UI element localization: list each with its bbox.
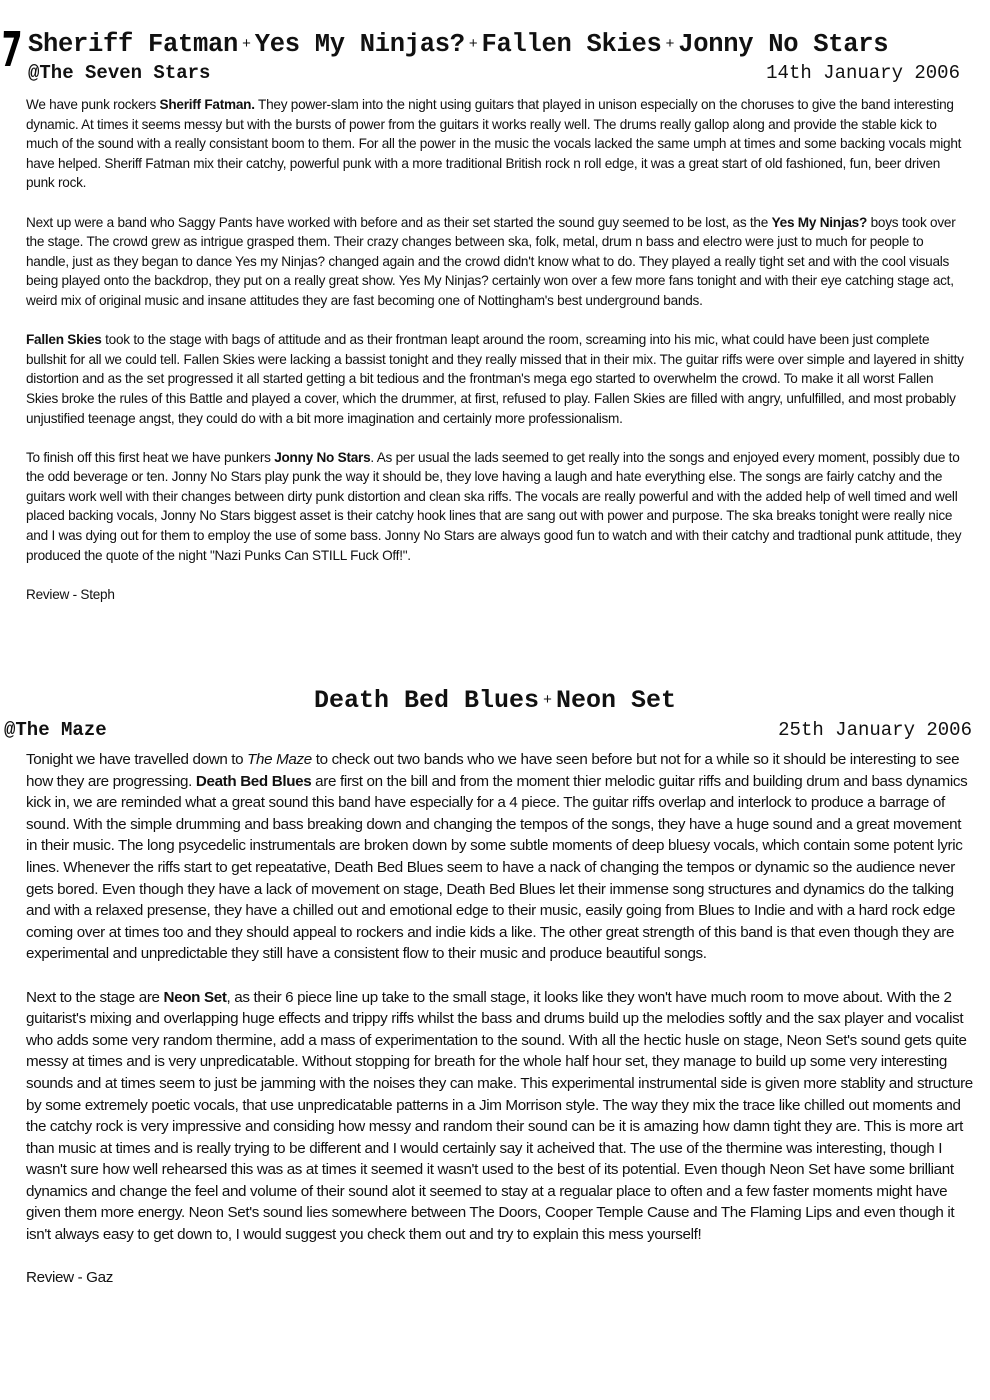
review1-band-4: Jonny No Stars (678, 30, 889, 59)
review1-body (26, 95, 966, 624)
paragraph-text: Tonight we have travelled down to (26, 751, 248, 768)
paragraph-text: boys took over the stage. The crowd grew as intrigue grasped them. Their crazy changes between ska, folk, metal, drum n bass and electro were just to much for people to handle, just as they began to dance Yes my Ninjas? changed again and the crowd didn't know what to do. They played a really tight set and with the cool visuals being played onto the backdrop, they put on a really great show. Yes My Ninjas? certainly won over a few more fans tonight and with their eye catching stage act, weird mix of original music and insane attitudes they are fast becoming one of Nottingham's best underground bands. (26, 214, 956, 308)
review1-band-2: Yes My Ninjas? (254, 30, 465, 59)
review1-paragraph (26, 213, 966, 311)
paragraph-text: To finish off this first heat we have punkers (26, 449, 275, 465)
review2-body (26, 749, 976, 1310)
paragraph-text: to check out two bands who we have seen before but not for a while so it should be interesting to see how they are progressing. (26, 751, 960, 790)
review1-paragraph (26, 448, 966, 566)
band-name: Fallen Skies (26, 332, 102, 348)
paragraph-text: Next up were a band who Saggy Pants have worked with before and as their set started the sound guy seemed to be lost, as the (26, 214, 772, 230)
paragraph-text: took to the stage with bags of attitude and as their frontman leapt around the room, screaming into his mic, what could have been just complete bullshit for all we could tell. Fallen Skies were lacking a bassist tonight and they really missed that in their mix. The guitar riffs were over simple and layered in shitty distortion and as the set progressed it all started getting a bit tedious and the frontman's mega ego started to overwhelm the crowd. To make it all worst Fallen Skies broke the rules of this Battle and played a cover, which the drummer, at first, refused to play. Fallen Skies are filled with angry, unfulfilled, and most probably unjustified teenage angst, they could do with a bit more imagination and certainly more professionalism. (26, 332, 964, 426)
paragraph-text: are first on the bill and from the moment thier melodic guitar riffs and building drum and bass dynamics kick in, we are reminded what a great sound this band have especially for a 4 piece. The guitar riffs overlap and interlock to produce a barrage of sound. With the simple drumming and bass breaking down and changing the tempos of the songs, they have a huge sound and a great movement in their music. The long psycedelic instrumentals are broken down by some subtle moments of deep bluesy vocals, which contain some potent lyric lines. Whenever the riffs start to get repeatative, Death Bed Blues seem to have a nack of changing the tempos or dynamic so the audience never gets bored. Even though they have a lack of movement on stage, Death Bed Blues let their immense song structures and dynamics do the talking and with a relaxed presense, they have a chilled out and emotional edge to their music, easily going from Blues to Indie and with a hard rock edge coming over at times too and they should appeal to rockers and indie kids a like. The other great strength of this band is that even though they are experimental and unpredictable they still have a consistent flow to their music and produce beautiful songs. (26, 772, 968, 963)
paragraph-text: , as their 6 piece line up take to the small stage, it looks like they won't have much room to move about. With the 2 guitarist's mixing and overlapping huge effects and trippy riffs whilst the bass and drums build up the melodies softly and the sax player and vocalist who adds some very random thermine, add a mass of experimentation to the sound. With all the hectic husle on stage, Neon Set's sound gets quite messy at times and is very unpredicatable. Without stopping for breath for the whole half hour set, they manage to build up some very interesting sounds and at times seem to just be jamming with the noises they can make. This experimental instrumental side is given more stablity and structure by some extremely poetic vocals, that use unpredicatable patterns in a Jim Morrison style. The way they mix the trace like chilled out moments and the catchy rock is very impressive and considing how messy and random their sound can be it is amazing how damn tight they are. This is more art than music at times and is really trying to be different and I would certainly say it acheived that. The use of the thermine was interesting, though I wasn't sure how well rehearsed this was as at times it seemed it wasn't used to the best of its potential. Even though Neon Set have some brilliant dynamics and change the feel and volume of their sound alot it seemed to stay at a regualar place to often and a few faster moments might have given them more energy. Neon Set's sound lies somewhere between The Doors, Cooper Temple Cause and The Flaming Lips and even though it isn't always easy to get down to, I would suggest you check them out and try to explain this mess yourself! (26, 988, 973, 1244)
band-name: Death Bed Blues (195, 772, 312, 790)
review1-venue: @The Seven Stars (28, 62, 211, 84)
page-number: 7 (0, 22, 23, 78)
paragraph-text: They power-slam into the night using guitars that played in unison especially on the choruses to give the band interesting dynamic. At times it seems messy but with the bursts of power from the guitars it works really well. The drums really gallop along and provide the stable kick to much of the sound with a really consistant boom to them. For all the power in the music the vocals lacked the same umph at times and some backing vocals might have helped. Sheriff Fatman mix their catchy, powerful punk with a more traditional British rock n roll edge, it was a great start of old fashioned, fun, beer driven punk rock. (26, 97, 962, 191)
review2-byline: Review - Gaz (26, 1269, 113, 1287)
review1-band-3: Fallen Skies (481, 30, 662, 59)
band-name: Jonny No Stars (274, 449, 371, 465)
separator-plus: + (242, 36, 251, 53)
band-name: Yes My Ninjas? (771, 214, 868, 230)
review1-band-1: Sheriff Fatman (28, 30, 239, 59)
review1-byline: Review - Steph (26, 586, 115, 602)
separator-plus: + (665, 36, 675, 53)
paragraph-text: We have punk rockers (26, 97, 160, 112)
review1-title (28, 30, 968, 60)
review1-paragraph (26, 95, 966, 193)
venue-name: The Maze (247, 751, 312, 768)
band-name: Neon Set (163, 988, 227, 1006)
paragraph-text: . As per usual the lads seemed to get really into the songs and enjoyed every moment, possibly due to the odd beverage or ten. Jonny No Stars play punk the way it should be, they love having a laugh and hate everything else. The songs are fairly catchy and the guitars work well with their changes between dirty punk distortion and clean ska riffs. The vocals are really powerful and with the added help of well timed and well placed backing vocals, Jonny No Stars biggest asset is their catchy hook lines that are sang out with power and purpose. The ska breaks tonight were really nice and I was dying out for them to employ the use of some bass. Jonny No Stars are always good fun to watch and with their catchy and tradtional punk attitude, they produced the quote of the night "Nazi Punks Can STILL Fuck Off!". (26, 449, 962, 563)
review2-paragraph (26, 749, 976, 965)
review1-paragraph (26, 330, 966, 428)
review2-paragraph (26, 987, 976, 1246)
review2-band-1: Death Bed Blues (313, 686, 539, 715)
review2-title (0, 686, 990, 715)
review1-date: 14th January 2006 (766, 62, 960, 84)
separator-plus: + (468, 36, 478, 53)
paragraph-text: Next to the stage are (26, 988, 164, 1006)
band-name: Sheriff Fatman. (159, 97, 255, 112)
review2-date: 25th January 2006 (778, 719, 972, 741)
review2-venue: @The Maze (4, 719, 107, 741)
review2-band-2: Neon Set (556, 686, 677, 715)
separator-plus: + (543, 692, 553, 709)
